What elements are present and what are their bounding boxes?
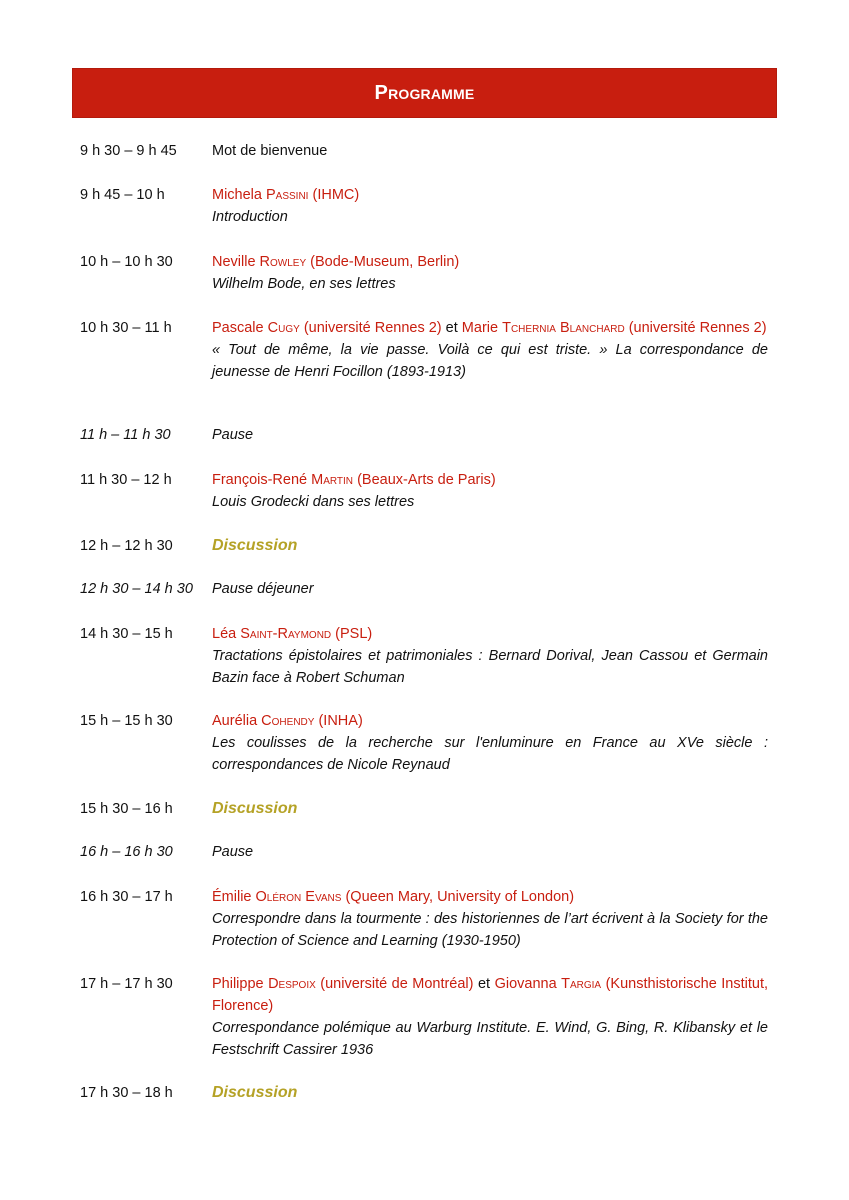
speaker-line <box>212 184 768 206</box>
speaker-affiliation: (IHMC) <box>312 187 360 203</box>
session-label: Pause déjeuner <box>212 581 314 597</box>
time-slot: 11 h – 11 h 30 <box>80 427 171 443</box>
speaker-first-name: Aurélia <box>212 713 258 729</box>
speaker-affiliation: (université Rennes 2) <box>628 320 767 336</box>
time-slot: 12 h – 12 h 30 <box>80 538 173 554</box>
speaker-last-name: Martin <box>311 472 354 488</box>
talk-title: Les coulisses de la recherche sur l'enluminure en France au XVe siècle : correspondances de Nicole Reynaud <box>212 735 768 773</box>
time-slot: 10 h 30 – 11 h <box>80 320 172 336</box>
speaker-first-name: Pascale <box>212 320 264 336</box>
speaker-first-name: Émilie <box>212 889 252 905</box>
session-label: Pause <box>212 427 254 443</box>
time-slot: 11 h 30 – 12 h <box>80 472 172 488</box>
talk-title: Wilhelm Bode, en ses lettres <box>212 276 396 292</box>
speaker-first-name: Giovanna <box>494 976 557 992</box>
time-slot: 10 h – 10 h 30 <box>80 254 173 270</box>
talk-title: Introduction <box>212 209 288 225</box>
speaker-last-name: Tchernia Blanchard <box>502 320 625 336</box>
talk-title: Louis Grodecki dans ses lettres <box>212 494 415 510</box>
speaker-last-name: Oléron Evans <box>255 889 342 905</box>
speaker-line <box>212 251 768 273</box>
speaker-line <box>212 469 768 491</box>
speaker-line <box>212 886 768 908</box>
speaker-affiliation: (PSL) <box>335 626 373 642</box>
speaker-line <box>212 710 768 732</box>
speaker-affiliation: (université Rennes 2) <box>303 320 442 336</box>
speaker-affiliation: (Kunsthistorische Institut, Florence) <box>212 976 769 1014</box>
talk-title: Correspondance polémique au Warburg Institute. E. Wind, G. Bing, R. Klibansky et le Festschrift Cassirer 1936 <box>212 1020 768 1058</box>
time-slot: 9 h 45 – 10 h <box>80 187 165 203</box>
speaker-last-name: Despoix <box>268 976 316 992</box>
discussion-label: Discussion <box>212 800 298 817</box>
page-title: Programme <box>374 81 475 104</box>
speaker-last-name: Cugy <box>267 320 300 336</box>
speaker-affiliation: (INHA) <box>318 713 363 729</box>
time-slot: 15 h 30 – 16 h <box>80 801 173 817</box>
speaker-first-name: François-René <box>212 472 308 488</box>
speaker-line <box>212 317 768 339</box>
conjunction: et <box>445 320 458 336</box>
talk-title: Correspondre dans la tourmente : des historiennes de l’art écrivent à la Society for the Protection of Science and Learning (1930-1950) <box>212 911 768 949</box>
talk-title: « Tout de même, la vie passe. Voilà ce qui est triste. » La correspondance de jeunesse de Henri Focillon (1893-1913) <box>212 342 768 380</box>
speaker-first-name: Marie <box>461 320 499 336</box>
speaker-line <box>212 623 768 645</box>
speaker-first-name: Neville <box>212 254 256 270</box>
speaker-affiliation: (Queen Mary, University of London) <box>345 889 575 905</box>
speaker-line <box>212 973 768 1017</box>
discussion-label: Discussion <box>212 537 298 554</box>
speaker-last-name: Saint-Raymond <box>240 626 332 642</box>
time-slot: 9 h 30 – 9 h 45 <box>80 143 177 159</box>
speaker-affiliation: (université de Montréal) <box>320 976 474 992</box>
speaker-last-name: Rowley <box>259 254 307 270</box>
time-slot: 12 h 30 – 14 h 30 <box>80 581 193 597</box>
speaker-first-name: Léa <box>212 626 237 642</box>
speaker-first-name: Michela <box>212 187 262 203</box>
session-label: Mot de bienvenue <box>212 143 328 159</box>
time-slot: 16 h 30 – 17 h <box>80 889 173 905</box>
conjunction: et <box>477 976 491 992</box>
speaker-affiliation: (Beaux-Arts de Paris) <box>357 472 496 488</box>
time-slot: 17 h – 17 h 30 <box>80 976 173 992</box>
discussion-label: Discussion <box>212 1084 298 1101</box>
time-slot: 15 h – 15 h 30 <box>80 713 173 729</box>
time-slot: 16 h – 16 h 30 <box>80 844 173 860</box>
programme-banner <box>72 68 777 118</box>
speaker-last-name: Targia <box>561 976 602 992</box>
session-label: Pause <box>212 844 254 860</box>
time-slot: 14 h 30 – 15 h <box>80 626 173 642</box>
speaker-last-name: Cohendy <box>261 713 315 729</box>
speaker-first-name: Philippe <box>212 976 264 992</box>
speaker-affiliation: (Bode-Museum, Berlin) <box>310 254 460 270</box>
time-slot: 17 h 30 – 18 h <box>80 1085 173 1101</box>
talk-title: Tractations épistolaires et patrimoniales : Bernard Dorival, Jean Cassou et Germain Bazin face à Robert Schuman <box>212 648 768 686</box>
speaker-last-name: Passini <box>266 187 309 203</box>
